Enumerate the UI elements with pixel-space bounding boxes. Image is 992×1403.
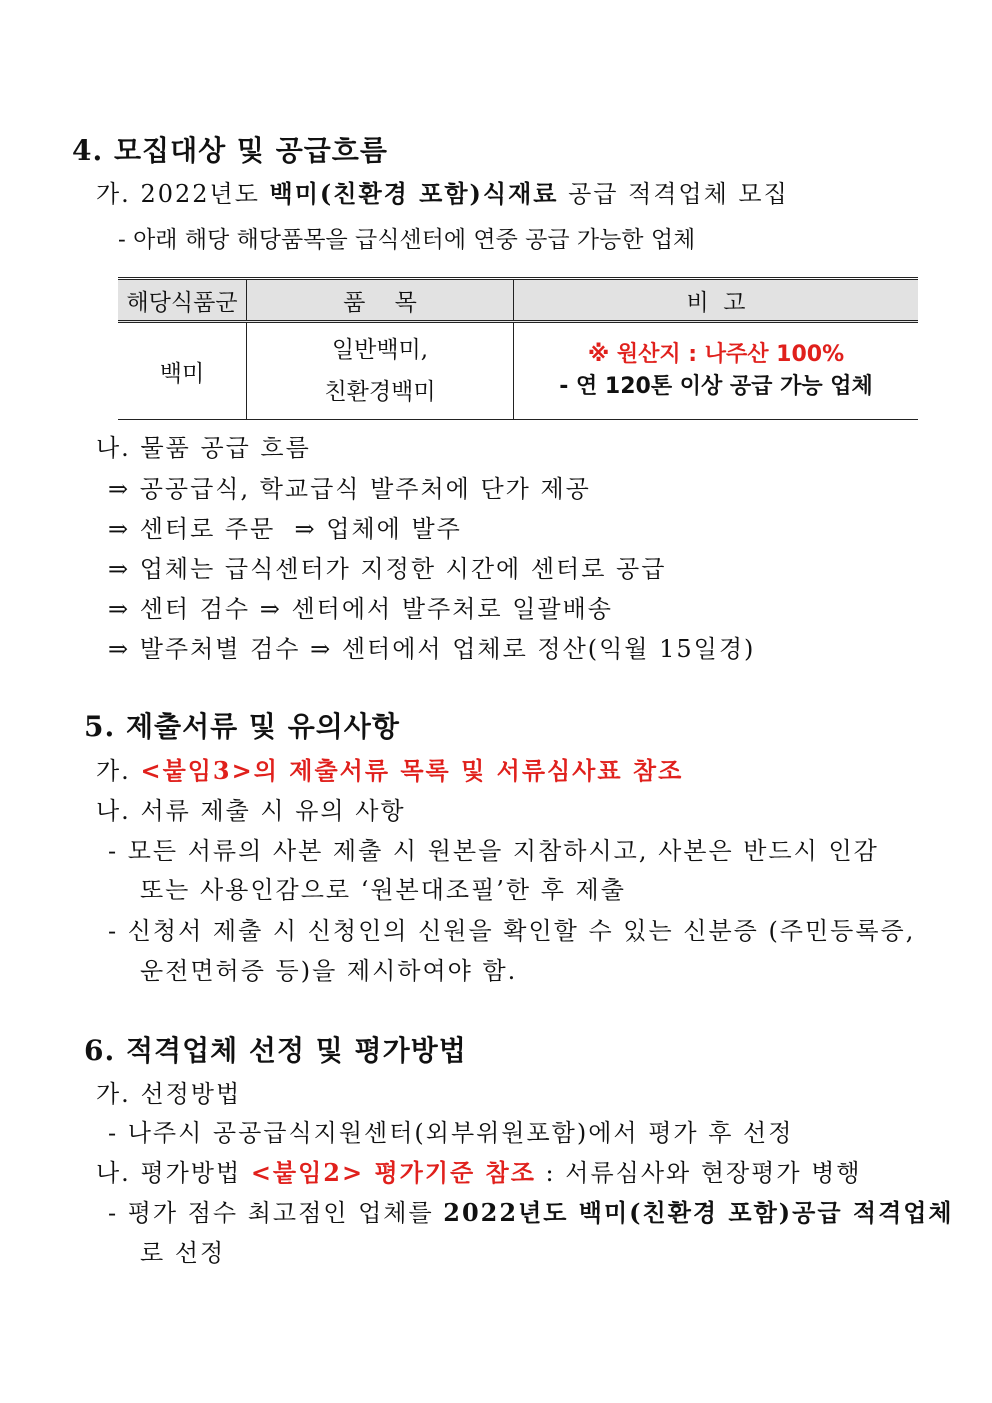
na-suffix: : 서류심사와 현장평가 병행: [535, 1159, 862, 1187]
ga-bold-text: 백미(친환경 포함)식재료: [269, 179, 559, 208]
table-row: [118, 322, 918, 420]
cell-food-group: 백미: [118, 322, 247, 420]
item-prefix: - 평가 점수 최고점인 업체를: [108, 1199, 444, 1227]
header-item: 품 목: [247, 279, 514, 322]
item-line-2: 친환경백미: [324, 379, 436, 405]
section-6-item-line-1: [108, 1197, 954, 1229]
flow-step-5: ⇒ 발주처별 검수 ⇒ 센터에서 업체로 정산(익월 15일경): [108, 635, 756, 663]
attachment-2-reference: <붙임2> 평가기준 참조: [250, 1158, 536, 1187]
section-4-ga-sub: - 아래 해당 해당품목을 급식센터에 연중 공급 가능한 업체: [118, 227, 696, 253]
section-6-item-na: [96, 1157, 862, 1189]
supply-capacity-note: - 연 120톤 이상 공급 가능 업체: [559, 374, 873, 399]
item-line-1: 일반백미,: [331, 337, 429, 363]
header-food-group: 해당식품군: [118, 279, 247, 322]
flow-step-1: ⇒ 공공급식, 학교급식 발주처에 단가 제공: [108, 475, 591, 503]
section-4-item-na: 나. 물품 공급 흐름: [96, 434, 311, 462]
note-2-line-1: - 신청서 제출 시 신청인의 신원을 확인할 수 있는 신분증 (주민등록증,: [108, 917, 916, 945]
ga-prefix: 가. 2022년도: [96, 180, 270, 208]
table-header-row: [118, 279, 918, 322]
supply-items-table: [118, 277, 918, 420]
section-5-heading: 5. 제출서류 및 유의사항: [84, 710, 400, 743]
section-6-ga-sub: - 나주시 공공급식지원센터(외부위원포함)에서 평가 후 선정: [108, 1119, 794, 1147]
cell-remarks: [514, 322, 919, 420]
section-5-item-ga: [96, 755, 683, 787]
attachment-3-reference: <붙임3>의 제출서류 목록 및 서류심사표 참조: [140, 756, 684, 785]
section-4-item-ga: [96, 178, 789, 210]
note-1-line-1: - 모든 서류의 사본 제출 시 원본을 지참하시고, 사본은 반드시 인감: [108, 837, 879, 865]
section-6-item-ga: 가. 선정방법: [96, 1080, 242, 1108]
section-6-item-line-2: 로 선정: [140, 1239, 226, 1267]
item-bold-text: 2022년도 백미(친환경 포함)공급 적격업체: [443, 1198, 954, 1227]
note-1-line-2: 또는 사용인감으로 ‘원본대조필’한 후 제출: [140, 876, 626, 904]
flow-step-4: ⇒ 센터 검수 ⇒ 센터에서 발주처로 일괄배송: [108, 595, 613, 623]
cell-items: [247, 322, 514, 420]
ga-suffix: 공급 적격업체 모집: [558, 180, 789, 208]
section-5-item-na: 나. 서류 제출 시 유의 사항: [96, 797, 406, 825]
section-6-heading: 6. 적격업체 선정 및 평가방법: [84, 1034, 467, 1067]
note-2-line-2: 운전면허증 등)을 제시하여야 함.: [140, 957, 518, 985]
origin-note: ※ 원산지 : 나주산 100%: [587, 342, 845, 367]
ga-prefix: 가.: [96, 757, 141, 785]
na-prefix: 나. 평가방법: [96, 1159, 251, 1187]
flow-step-3: ⇒ 업체는 급식센터가 지정한 시간에 센터로 공급: [108, 555, 667, 583]
section-4-heading: 4. 모집대상 및 공급흐름: [72, 134, 388, 167]
flow-step-2: ⇒ 센터로 주문 ⇒ 업체에 발주: [108, 515, 462, 543]
header-remarks: 비 고: [514, 279, 919, 322]
